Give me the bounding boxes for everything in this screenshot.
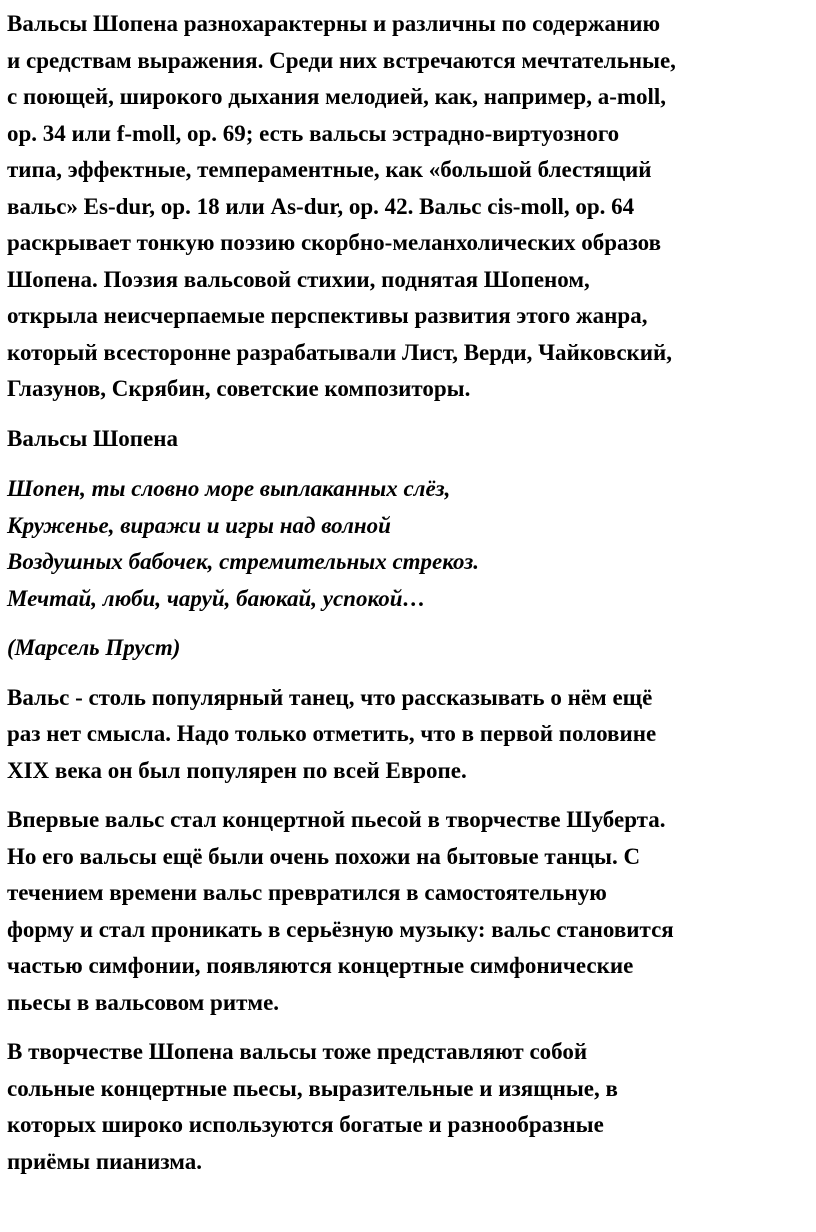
text-line: В творчестве Шопена вальсы тоже представляют собой	[7, 1039, 588, 1064]
text-line: Шопена. Поэзия вальсовой стихии, поднятая Шопеном,	[7, 266, 590, 292]
paragraph-chopin-concert-pieces	[7, 1034, 810, 1180]
section-heading	[7, 421, 810, 458]
text-line: раскрывает тонкую поэзию скорбно-меланхолических образов	[7, 230, 662, 255]
text-line: Впервые вальс стал концертной пьесой в творчестве Шуберта.	[7, 807, 666, 832]
text-line: Глазунов, Скрябин, советские композиторы.	[7, 376, 471, 401]
heading-text: Вальсы Шопена	[7, 425, 178, 451]
paragraph-schubert	[7, 802, 810, 1021]
text-line: который всесторонне разрабатывали Лист, Верди, Чайковский,	[7, 339, 673, 365]
text-line: приёмы пианизма.	[7, 1148, 203, 1174]
poem-line: Шопен, ты словно море выплаканных слёз,	[7, 476, 451, 501]
text-line: вальс» Es-dur, op. 18 или As-dur, op. 42. Вальс cis-moll, op. 64	[7, 193, 635, 219]
text-line: типа, эффектные, темпераментные, как «большой блестящий	[7, 157, 652, 182]
paragraph-chopin-waltzes	[7, 6, 810, 408]
poem-author	[7, 630, 810, 667]
text-line: пьесы в вальсовом ритме.	[7, 989, 280, 1015]
text-line: Вальс - столь популярный танец, что рассказывать о нём ещё	[7, 684, 653, 710]
poem-line: Мечтай, люби, чаруй, баюкай, успокой…	[7, 585, 426, 611]
text-line: форму и стал проникать в серьёзную музыку: вальс становится	[7, 916, 674, 942]
text-line: раз нет смысла. Надо только отметить, что в первой половине	[7, 721, 657, 746]
text-line: течением времени вальс превратился в самостоятельную	[7, 880, 607, 905]
text-line: открыла неисчерпаемые перспективы развития этого жанра,	[7, 303, 648, 328]
poem-line: Круженье, виражи и игры над волной	[7, 512, 391, 538]
text-line: XIX века он был популярен по всей Европе.	[7, 757, 467, 783]
text-line: op. 34 или f-moll, op. 69; есть вальсы эстрадно-виртуозного	[7, 120, 620, 146]
text-line: частью симфонии, появляются концертные симфонические	[7, 953, 634, 978]
text-line: с поющей, широкого дыхания мелодией, как, например, a-moll,	[7, 84, 667, 109]
text-line: и средствам выражения. Среди них встречаются мечтательные,	[7, 47, 676, 73]
author-text: (Марсель Пруст)	[7, 635, 181, 660]
poem-block	[7, 471, 810, 617]
text-line: которых широко используются богатые и разнообразные	[7, 1112, 604, 1137]
text-line: сольные концертные пьесы, выразительные и изящные, в	[7, 1075, 618, 1101]
poem-line: Воздушных бабочек, стремительных стрекоз.	[7, 549, 479, 574]
paragraph-waltz-popularity	[7, 680, 810, 790]
text-line: Вальсы Шопена разнохарактерны и различны по содержанию	[7, 11, 661, 36]
text-line: Но его вальсы ещё были очень похожи на бытовые танцы. С	[7, 843, 641, 869]
